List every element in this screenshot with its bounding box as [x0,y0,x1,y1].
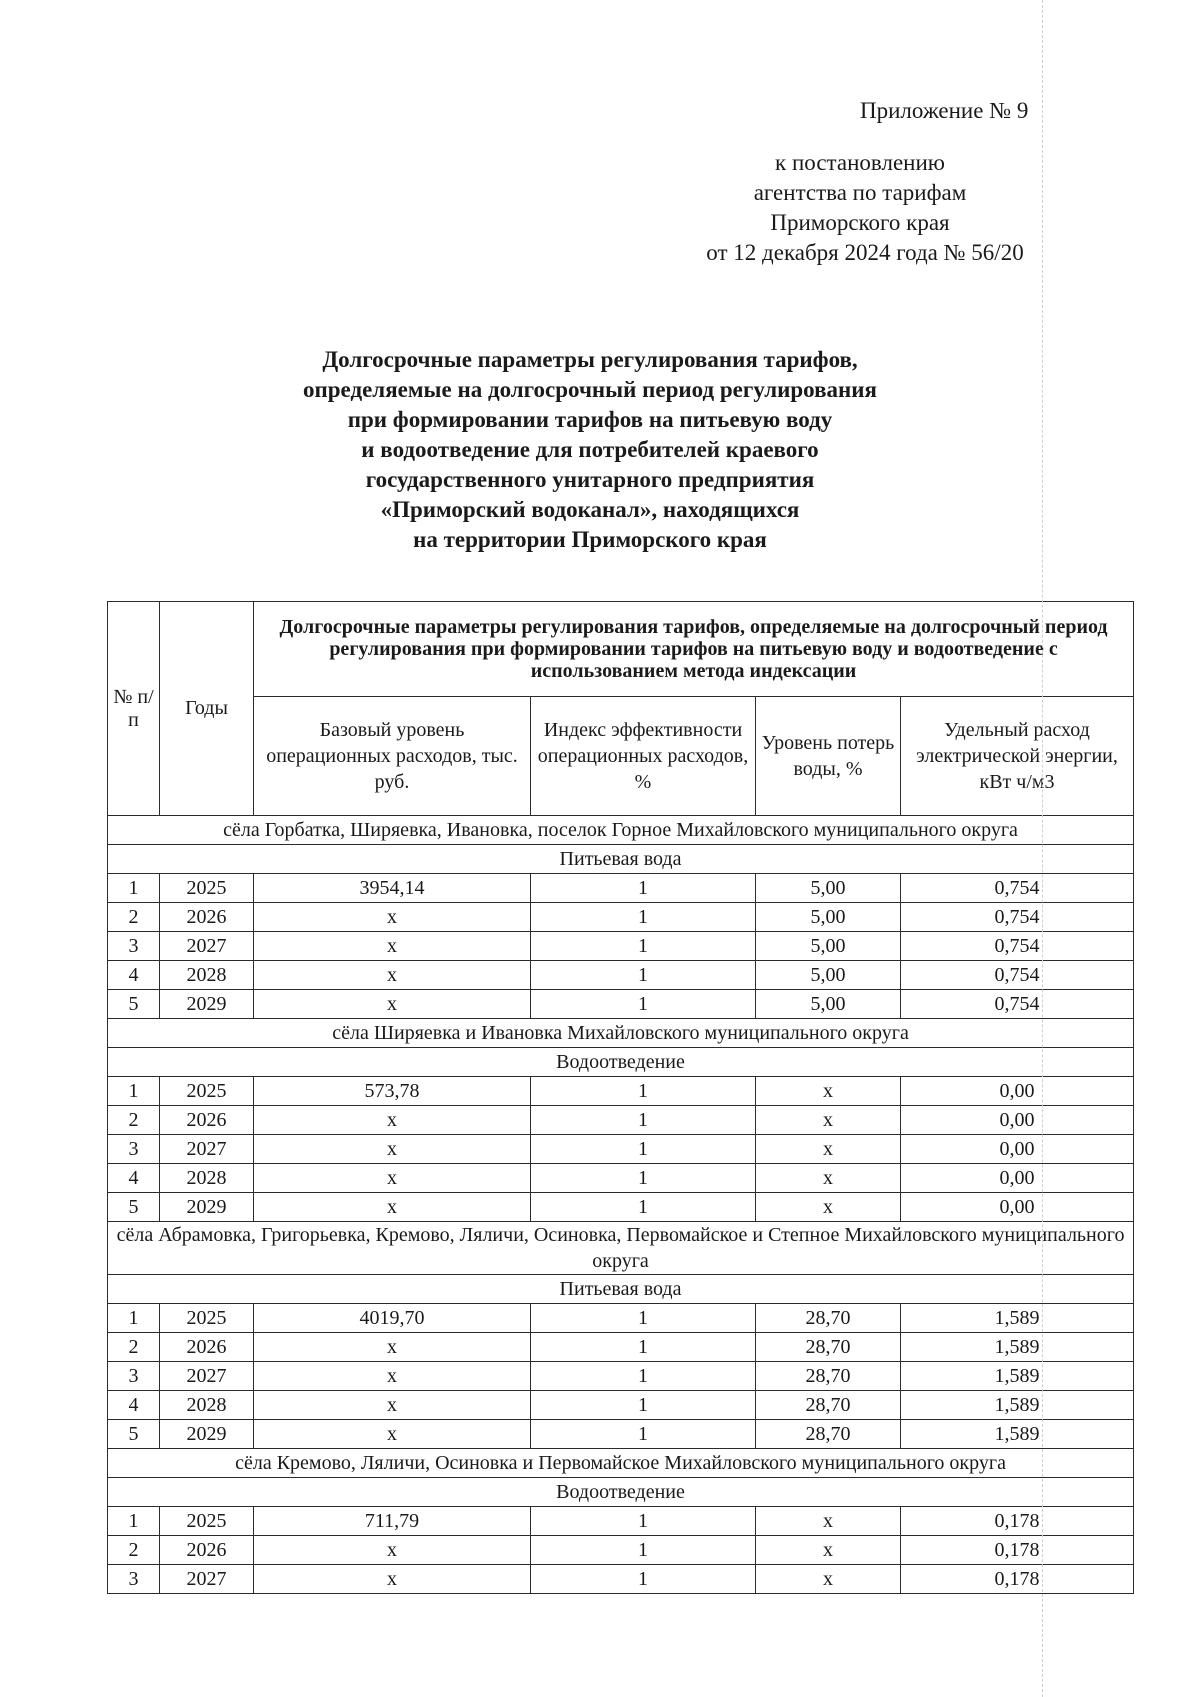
table-row [108,1391,1134,1420]
cell-num: 4 [108,1391,160,1420]
document-title [150,345,1030,555]
cell-num: 1 [108,1077,160,1106]
cell-num: 5 [108,1193,160,1222]
cell-efficiency: 1 [531,1391,756,1420]
cell-losses: 5,00 [756,874,901,903]
section-location-row [108,816,1134,845]
cell-year: 2027 [160,1565,254,1594]
cell-num: 3 [108,1362,160,1391]
cell-energy: 0,00 [901,1077,1134,1106]
title-line: определяемые на долгосрочный период регулирования [303,377,877,402]
cell-num: 2 [108,1333,160,1362]
title-line: государственного унитарного предприятия [365,467,815,492]
cell-losses: х [756,1106,901,1135]
table-row [108,1536,1134,1565]
cell-losses: 5,00 [756,990,901,1019]
cell-efficiency: 1 [531,961,756,990]
cell-base-opex: х [254,990,531,1019]
cell-num: 5 [108,990,160,1019]
cell-year: 2028 [160,1391,254,1420]
cell-losses: 28,70 [756,1420,901,1449]
cell-year: 2029 [160,990,254,1019]
cell-efficiency: 1 [531,1164,756,1193]
cell-efficiency: 1 [531,1507,756,1536]
cell-efficiency: 1 [531,1304,756,1333]
table-header [108,602,1134,816]
cell-losses: 28,70 [756,1304,901,1333]
appendix-line: Приморского края [770,210,950,235]
cell-energy: 0,00 [901,1106,1134,1135]
section-resource: Водоотведение [108,1478,1134,1507]
cell-losses: х [756,1565,901,1594]
header-losses: Уровень потерь воды, % [756,697,901,816]
section-location-row [108,1449,1134,1478]
cell-num: 1 [108,874,160,903]
section-resource-row [108,1478,1134,1507]
cell-year: 2025 [160,874,254,903]
cell-losses: 28,70 [756,1362,901,1391]
parameters-table [107,601,1134,1594]
section-resource-row [108,1275,1134,1304]
cell-base-opex: х [254,1333,531,1362]
table-row [108,903,1134,932]
cell-base-opex: 3954,14 [254,874,531,903]
table-row [108,1507,1134,1536]
cell-num: 2 [108,903,160,932]
section-resource: Питьевая вода [108,1275,1134,1304]
cell-losses: х [756,1135,901,1164]
cell-year: 2029 [160,1193,254,1222]
cell-year: 2028 [160,1164,254,1193]
cell-year: 2026 [160,1333,254,1362]
cell-num: 2 [108,1536,160,1565]
header-year: Годы [160,602,254,816]
cell-losses: 28,70 [756,1333,901,1362]
cell-losses: 5,00 [756,932,901,961]
section-resource: Питьевая вода [108,845,1134,874]
cell-losses: х [756,1507,901,1536]
cell-efficiency: 1 [531,1565,756,1594]
title-line: на территории Приморского края [413,527,767,552]
cell-base-opex: 4019,70 [254,1304,531,1333]
scan-fold-line [1042,0,1043,1697]
table-row [108,1565,1134,1594]
cell-base-opex: х [254,1164,531,1193]
appendix-line: от 12 декабря 2024 года № 56/20 [706,240,1024,265]
cell-year: 2027 [160,1135,254,1164]
cell-year: 2027 [160,1362,254,1391]
cell-num: 2 [108,1106,160,1135]
cell-base-opex: х [254,1391,531,1420]
cell-year: 2025 [160,1077,254,1106]
cell-efficiency: 1 [531,1106,756,1135]
section-location: сёла Ширяевка и Ивановка Михайловского муниципального округа [108,1019,1134,1048]
cell-num: 3 [108,1135,160,1164]
header-efficiency: Индекс эффективности операционных расходов, % [531,697,756,816]
cell-efficiency: 1 [531,1193,756,1222]
cell-base-opex: х [254,1106,531,1135]
cell-num: 1 [108,1507,160,1536]
cell-energy: 0,178 [901,1536,1134,1565]
cell-efficiency: 1 [531,1135,756,1164]
cell-energy: 0,00 [901,1164,1134,1193]
cell-energy: 0,754 [901,903,1134,932]
header-energy: Удельный расход электрической энергии, кВт ч/м3 [901,697,1134,816]
table-row [108,1304,1134,1333]
section-resource-row [108,1048,1134,1077]
cell-efficiency: 1 [531,874,756,903]
cell-energy: 0,754 [901,961,1134,990]
title-line: «Приморский водоканал», находящихся [380,497,800,522]
section-resource-row [108,845,1134,874]
cell-losses: 28,70 [756,1391,901,1420]
cell-base-opex: 573,78 [254,1077,531,1106]
table-row [108,961,1134,990]
table-row [108,1193,1134,1222]
table-row [108,990,1134,1019]
cell-base-opex: 711,79 [254,1507,531,1536]
section-resource: Водоотведение [108,1048,1134,1077]
cell-energy: 1,589 [901,1304,1134,1333]
cell-energy: 0,754 [901,874,1134,903]
cell-efficiency: 1 [531,903,756,932]
title-line: при формировании тарифов на питьевую воду [347,407,833,432]
title-line: и водоотведение для потребителей краевого [361,437,819,462]
cell-energy: 0,00 [901,1193,1134,1222]
appendix-label: Приложение № 9 [860,98,1029,123]
cell-num: 1 [108,1304,160,1333]
cell-base-opex: х [254,1536,531,1565]
cell-num: 4 [108,1164,160,1193]
cell-year: 2029 [160,1420,254,1449]
cell-num: 5 [108,1420,160,1449]
appendix-line: агентства по тарифам [753,180,967,205]
cell-losses: х [756,1164,901,1193]
cell-base-opex: х [254,961,531,990]
cell-base-opex: х [254,1565,531,1594]
cell-energy: 0,178 [901,1565,1134,1594]
cell-num: 3 [108,1565,160,1594]
section-location-row [108,1222,1134,1275]
header-group: Долгосрочные параметры регулирования тарифов, определяемые на долгосрочный период регулирования при формировании тарифов на питьевую воду и водоотведение с использованием метода индексации [254,602,1134,697]
cell-base-opex: х [254,1193,531,1222]
cell-year: 2026 [160,1106,254,1135]
cell-energy: 0,00 [901,1135,1134,1164]
appendix-line: к постановлению [775,150,945,175]
section-location-row [108,1019,1134,1048]
table-row [108,1135,1134,1164]
section-location: сёла Абрамовка, Григорьевка, Кремово, Ляличи, Осиновка, Первомайское и Степное Михайловского муниципального округа [108,1222,1134,1275]
cell-year: 2027 [160,932,254,961]
cell-num: 3 [108,932,160,961]
table-row [108,1420,1134,1449]
cell-year: 2025 [160,1304,254,1333]
table-row [108,874,1134,903]
appendix-lines [660,148,1060,268]
section-location: сёла Горбатка, Ширяевка, Ивановка, поселок Горное Михайловского муниципального округа [108,816,1134,845]
cell-energy: 0,754 [901,932,1134,961]
cell-efficiency: 1 [531,1420,756,1449]
cell-efficiency: 1 [531,932,756,961]
table-row [108,1077,1134,1106]
table-body [108,816,1134,1594]
table-row [108,932,1134,961]
table-row [108,1333,1134,1362]
cell-energy: 1,589 [901,1362,1134,1391]
cell-base-opex: х [254,1135,531,1164]
cell-energy: 1,589 [901,1420,1134,1449]
table-row [108,1164,1134,1193]
cell-energy: 0,754 [901,990,1134,1019]
table-row [108,1362,1134,1391]
cell-year: 2028 [160,961,254,990]
table-row [108,1106,1134,1135]
cell-losses: х [756,1193,901,1222]
cell-losses: 5,00 [756,903,901,932]
header-num: № п/п [108,602,160,816]
cell-losses: х [756,1536,901,1565]
cell-energy: 0,178 [901,1507,1134,1536]
cell-efficiency: 1 [531,1333,756,1362]
cell-base-opex: х [254,932,531,961]
cell-year: 2025 [160,1507,254,1536]
section-location: сёла Кремово, Ляличи, Осиновка и Первомайское Михайловского муниципального округа [108,1449,1134,1478]
cell-efficiency: 1 [531,1362,756,1391]
cell-base-opex: х [254,1420,531,1449]
cell-year: 2026 [160,903,254,932]
cell-base-opex: х [254,1362,531,1391]
cell-efficiency: 1 [531,990,756,1019]
cell-efficiency: 1 [531,1536,756,1565]
cell-base-opex: х [254,903,531,932]
cell-losses: 5,00 [756,961,901,990]
cell-energy: 1,589 [901,1333,1134,1362]
cell-losses: х [756,1077,901,1106]
cell-num: 4 [108,961,160,990]
cell-efficiency: 1 [531,1077,756,1106]
title-line: Долгосрочные параметры регулирования тарифов, [322,347,858,372]
header-base-opex: Базовый уровень операционных расходов, тыс. руб. [254,697,531,816]
cell-energy: 1,589 [901,1391,1134,1420]
cell-year: 2026 [160,1536,254,1565]
